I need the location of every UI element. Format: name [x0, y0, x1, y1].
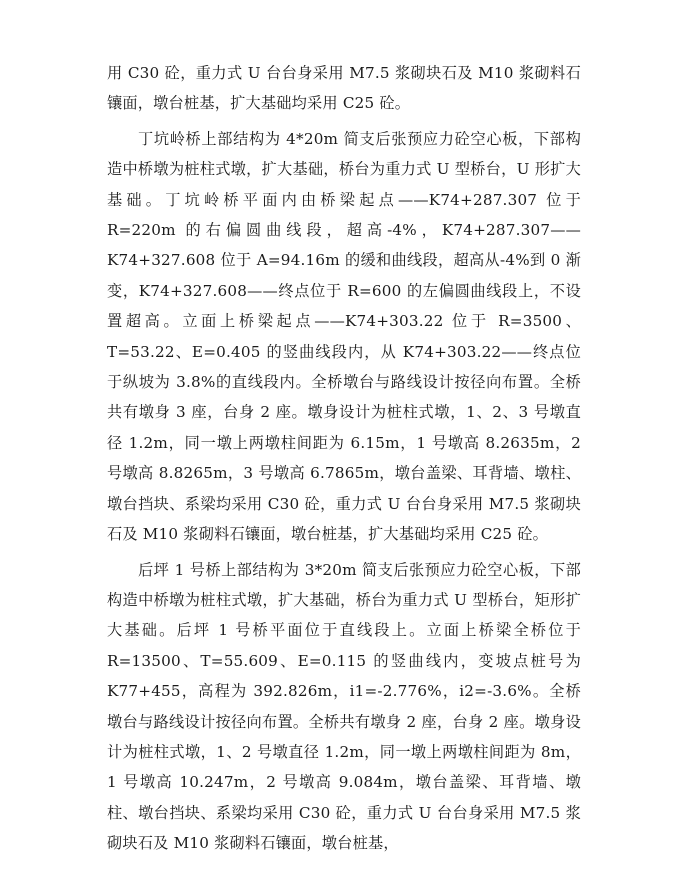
body-text — [107, 58, 581, 859]
paragraph-dingkengling-bridge: 丁坑岭桥上部结构为 4*20m 简支后张预应力砼空心板，下部构造中桥墩为桩柱式墩，扩大基础，桥台为重力式 U 型桥台，U 形扩大基础。丁坑岭桥平面内由桥梁起点——K74+287.307 位于 R=220m 的右偏圆曲线段，超高-4%，K74+287.307——K74+327.608 位于 A=94.16m 的缓和曲线段，超高从-4%到 0 渐变，K74+327.608——终点位于 R=600 的左偏圆曲线段上，不设置超高。立面上桥梁起点——K74+303.22 位于 R=3500、T=53.22、E=0.405 的竖曲线段内，从 K74+303.22——终点位于纵坡为 3.8%的直线段内。全桥墩台与路线设计按径向布置。全桥共有墩身 3 座，台身 2 座。墩身设计为桩柱式墩，1、2、3 号墩直径 1.2m，同一墩上两墩柱间距为 6.15m，1 号墩高 8.2635m，2 号墩高 8.8265m，3 号墩高 6.7865m，墩台盖梁、耳背墙、墩柱、墩台挡块、系梁均采用 C30 砼，重力式 U 台台身采用 M7.5 浆砌块石及 M10 浆砌料石镶面，墩台桩基，扩大基础均采用 C25 砼。 — [107, 129, 581, 544]
paragraph-continued: 用 C30 砼，重力式 U 台台身采用 M7.5 浆砌块石及 M10 浆砌料石镶面，墩台桩基，扩大基础均采用 C25 砼。 — [107, 64, 581, 113]
paragraph-houping-bridge-1: 后坪 1 号桥上部结构为 3*20m 简支后张预应力砼空心板，下部构造中桥墩为桩柱式墩，扩大基础，桥台为重力式 U 型桥台，矩形扩大基础。后坪 1 号桥平面位于直线段上。立面上桥梁全桥位于 R=13500、T=55.609、E=0.115 的竖曲线内，变坡点桩号为 K77+455，高程为 392.826m，i1=-2.776%，i2=-3.6%。全桥墩台与路线设计按径向布置。全桥共有墩身 2 座，台身 2 座。墩身设计为桩柱式墩，1、2 号墩直径 1.2m，同一墩上两墩柱间距为 8m，1 号墩高 10.247m，2 号墩高 9.084m，墩台盖梁、耳背墙、墩柱、墩台挡块、系梁均采用 C30 砼，重力式 U 台台身采用 M7.5 浆砌块石及 M10 浆砌料石镶面，墩台桩基， — [107, 560, 581, 853]
